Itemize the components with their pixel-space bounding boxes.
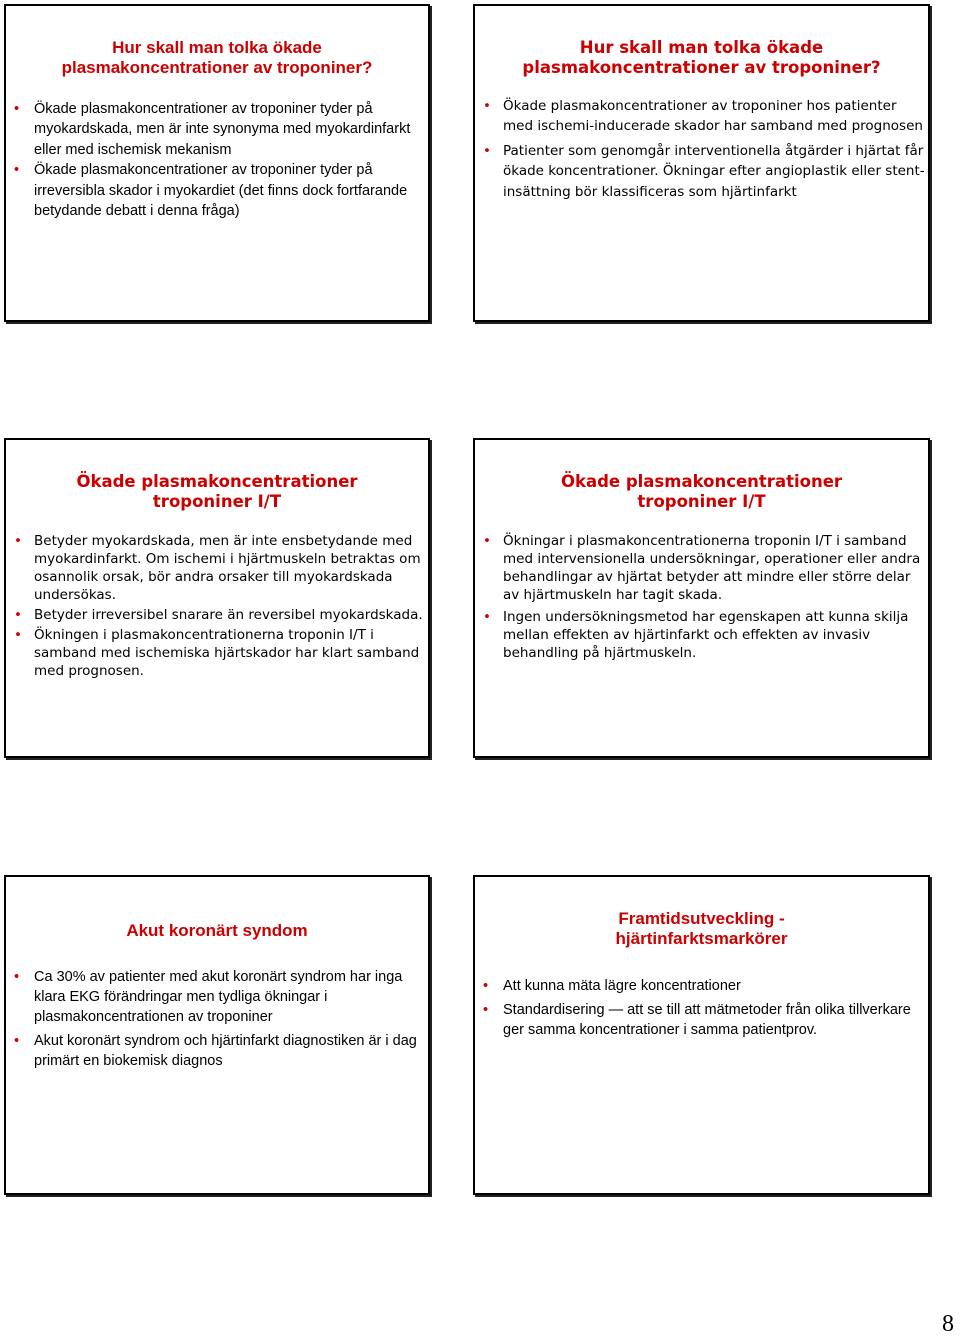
bullet-item: • Ökade plasmakoncentrationer av troponiner hos patienter med ischemi-inducerade skador har samband med prognosen [475, 96, 928, 137]
slide-2 [473, 4, 930, 322]
bullet-item: • Ökningen i plasmakoncentrationerna troponin I/T i samband med ischemiska hjärtskador har klart samband med prognosen. [6, 626, 428, 680]
slide-4 [473, 438, 930, 758]
bullet-list [6, 532, 428, 680]
bullet-item: • Ökade plasmakoncentrationer av troponiner tyder på myokardskada, men är inte synonyma med myokardinfarkt eller med ischemisk mekanism [6, 99, 428, 161]
slide-title: Ökade plasmakoncentrationer troponiner I/T [560, 472, 843, 511]
slide-title: Akut koronärt syndom [126, 921, 308, 940]
bullet-item: • Ökningar i plasmakoncentrationerna troponin I/T i samband med intervensionella undersökningar, operationer eller andra behandlingar av hjärtat betyder att mindre eller större delar av hjärtmuskeln har tagit skada. [475, 532, 928, 604]
bullet-list [475, 976, 928, 1040]
slide-title: Hur skall man tolka ökade plasmakoncentrationer av troponiner? [522, 38, 881, 77]
bullet-list [475, 532, 928, 662]
bullet-item: • Standardisering — att se till att mätmetoder från olika tillverkare ger samma koncentrationer i samma patientprov. [475, 1000, 928, 1040]
bullet-item: • Ca 30% av patienter med akut koronärt syndrom har inga klara EKG förändringar men tydliga ökningar i plasmakoncentrationen av troponiner [6, 967, 428, 1027]
bullet-item: • Betyder myokardskada, men är inte ensbetydande med myokardinfarkt. Om ischemi i hjärtmuskeln betraktas om osannolik orsak, bör andra orsaker till myokardskada undersökas. [6, 532, 428, 604]
bullet-item: • Att kunna mäta lägre koncentrationer [475, 976, 928, 996]
bullet-item: • Betyder irreversibel snarare än reversibel myokardskada. [6, 606, 428, 624]
bullet-item: • Ingen undersökningsmetod har egenskapen att kunna skilja mellan effekten av hjärtinfarkt och effekten av invasiv behandling på hjärtmuskeln. [475, 608, 928, 662]
bullet-list [6, 967, 428, 1071]
bullet-list [475, 96, 928, 203]
slide-1 [4, 4, 430, 322]
bullet-item: • Ökade plasmakoncentrationer av troponiner tyder på irreversibla skador i myokardiet (det finns dock fortfarande betydande debatt i denna fråga) [6, 160, 428, 222]
slide-5 [4, 875, 430, 1195]
slide-3 [4, 438, 430, 758]
slide-title: Ökade plasmakoncentrationer troponiner I/T [76, 472, 358, 511]
bullet-item: • Akut koronärt syndrom och hjärtinfarkt diagnostiken är i dag primärt en biokemisk diagnos [6, 1031, 428, 1071]
bullet-item: • Patienter som genomgår interventionella åtgärder i hjärtat får ökade koncentrationer. Ökningar efter angioplastik eller stent-insättning bör klassificeras som hjärtinfarkt [475, 141, 928, 203]
slide-title: Hur skall man tolka ökade plasmakoncentrationer av troponiner? [61, 38, 373, 78]
slide-title: Framtidsutveckling - hjärtinfarktsmarkörer [615, 909, 788, 949]
slide-6 [473, 875, 930, 1195]
bullet-list [6, 99, 428, 222]
page-number: 8 [942, 1311, 954, 1337]
